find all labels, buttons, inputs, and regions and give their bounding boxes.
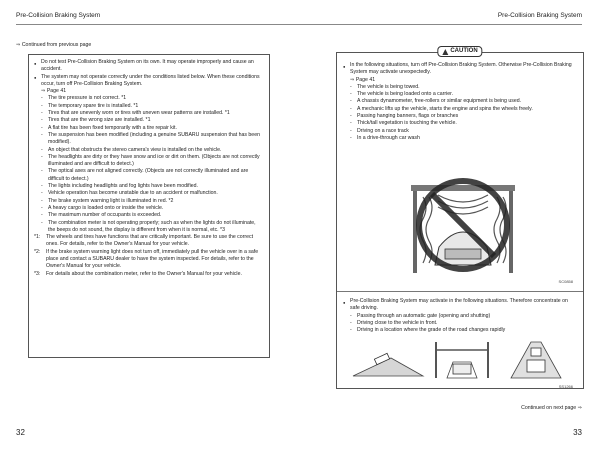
right-running-header: Pre-Collision Braking System — [497, 12, 582, 19]
arrow-right-icon: ⇒ — [41, 88, 46, 95]
bullet-item: ● In the following situations, turn off Pre-Collision Braking System. Otherwise Pre-Collision Braking System may activate unexpectedly. — [343, 62, 579, 77]
list-item: - Tires that are unevenly worn or tires with uneven wear patterns are installed. *1 — [41, 110, 264, 117]
list-item: - Passing hanging banners, flags or branches — [350, 113, 579, 120]
list-item: - An object that obstructs the stereo camera's view is installed on the vehicle. — [41, 147, 264, 154]
list-item: - The vehicle is being towed. — [350, 84, 579, 91]
footnote-3: *3: For details about the combination meter, refer to the Owner's Manual for your vehicle. — [34, 270, 242, 277]
page-reference: ⇒ Page 41 — [350, 76, 376, 83]
list-item: - The lights including headlights and fog lights have been modified. — [41, 183, 264, 190]
conditions-list — [34, 95, 264, 234]
activation-situations-list — [343, 313, 579, 335]
arrow-right-icon: ⇒ — [577, 405, 582, 411]
right-page-number: 33 — [573, 428, 582, 437]
list-item: - The vehicle is being loaded onto a carrier. — [350, 91, 579, 98]
list-item: - Thick/tall vegetation is touching the vehicle. — [350, 120, 579, 127]
list-item: - Driving on a race track — [350, 128, 579, 135]
bullet-item: ● Pre-Collision Braking System may activate in the following situations. Therefore concentrate on safe driving. — [343, 298, 579, 313]
left-page-number: 32 — [16, 428, 25, 437]
bullet-item: ● Do not test Pre-Collision Braking System on its own. It may operate improperly and cause an accident. — [34, 59, 264, 74]
bullet-item: ● The system may not operate correctly under the conditions listed below. When these conditions occur, turn off Pre-Collision Braking System. — [34, 74, 264, 89]
car-wash-prohibited-illustration — [393, 177, 533, 277]
list-item: - Passing through an automatic gate (opening and shutting) — [350, 313, 579, 320]
list-item: - The combination meter is not operating properly; such as when the lights do not illuminate, the beeps do not sound, the display is different from when it is normal, etc. *3 — [41, 220, 264, 235]
list-item: - The headlights are dirty or they have snow and ice or dirt on them. (Objects are not correctly illuminated and are difficult to detect.) — [41, 154, 264, 169]
warning-box-left — [28, 54, 270, 358]
continued-from-note: ⇒ Continued from previous page — [16, 42, 92, 48]
footnote-2: *2: If the brake system warning light does not turn off, immediately pull the vehicle over in a safe place and contact a SUBARU dealer to have the system inspected. For details, refer to the Owner's Manual for your vehicle. — [34, 248, 259, 270]
warning-triangle-icon — [442, 49, 448, 55]
figure-code: SC0858 — [558, 279, 573, 284]
list-item: - A heavy cargo is loaded onto or inside the vehicle. — [41, 205, 264, 212]
list-item: - The brake system warning light is illuminated in red. *2 — [41, 198, 264, 205]
road-situations-illustration — [351, 336, 571, 382]
caution-heading: CAUTION — [437, 46, 482, 58]
list-item: - Vehicle operation has become unstable due to an accident or malfunction. — [41, 190, 264, 197]
situations-list — [343, 84, 579, 142]
list-item: - The suspension has been modified (including a genuine SUBARU suspension that has been modified). — [41, 132, 264, 147]
list-item: - Driving in a location where the grade of the road changes rapidly — [350, 327, 579, 334]
caution-section-2 — [343, 298, 579, 334]
arrow-right-icon: ⇒ — [16, 42, 21, 48]
list-item: - Driving close to the vehicle in front. — [350, 320, 579, 327]
list-item: - Tires that are the wrong size are installed. *1 — [41, 117, 264, 124]
list-item: - A mechanic lifts up the vehicle, starts the engine and spins the wheels freely. — [350, 106, 579, 113]
caution-section-1 — [343, 62, 579, 142]
list-item: - A chassis dynamometer, free-rollers or similar equipment is being used. — [350, 98, 579, 105]
list-item: - The maximum number of occupants is exceeded. — [41, 212, 264, 219]
list-item: - The temporary spare tire is installed. *1 — [41, 103, 264, 110]
left-running-header: Pre-Collision Braking System — [16, 12, 101, 19]
header-rule — [16, 24, 582, 25]
list-item: - In a drive-through car wash — [350, 135, 579, 142]
list-item: - A flat tire has been fixed temporarily with a tire repair kit. — [41, 125, 264, 132]
car-wash-illustration — [393, 177, 533, 277]
list-item: - The tire pressure is not correct. *1 — [41, 95, 264, 102]
footnote-1: *1: The wheels and tires have functions that are critically important. Be sure to use the correct ones. For details, refer to the Owner's Manual for your vehicle. — [34, 234, 254, 248]
section-divider — [337, 291, 583, 292]
list-item: - The optical axes are not aligned correctly. (Objects are not correctly illuminated and are difficult to detect.) — [41, 168, 264, 183]
continued-on-note: Continued on next page ⇒ — [521, 405, 582, 411]
arrow-right-icon: ⇒ — [350, 76, 355, 83]
caution-box-right — [336, 48, 584, 389]
activation-situations-illustration — [351, 336, 571, 382]
figure-code: SS1266 — [558, 384, 573, 389]
page-reference: ⇒ Page 41 — [41, 88, 67, 95]
